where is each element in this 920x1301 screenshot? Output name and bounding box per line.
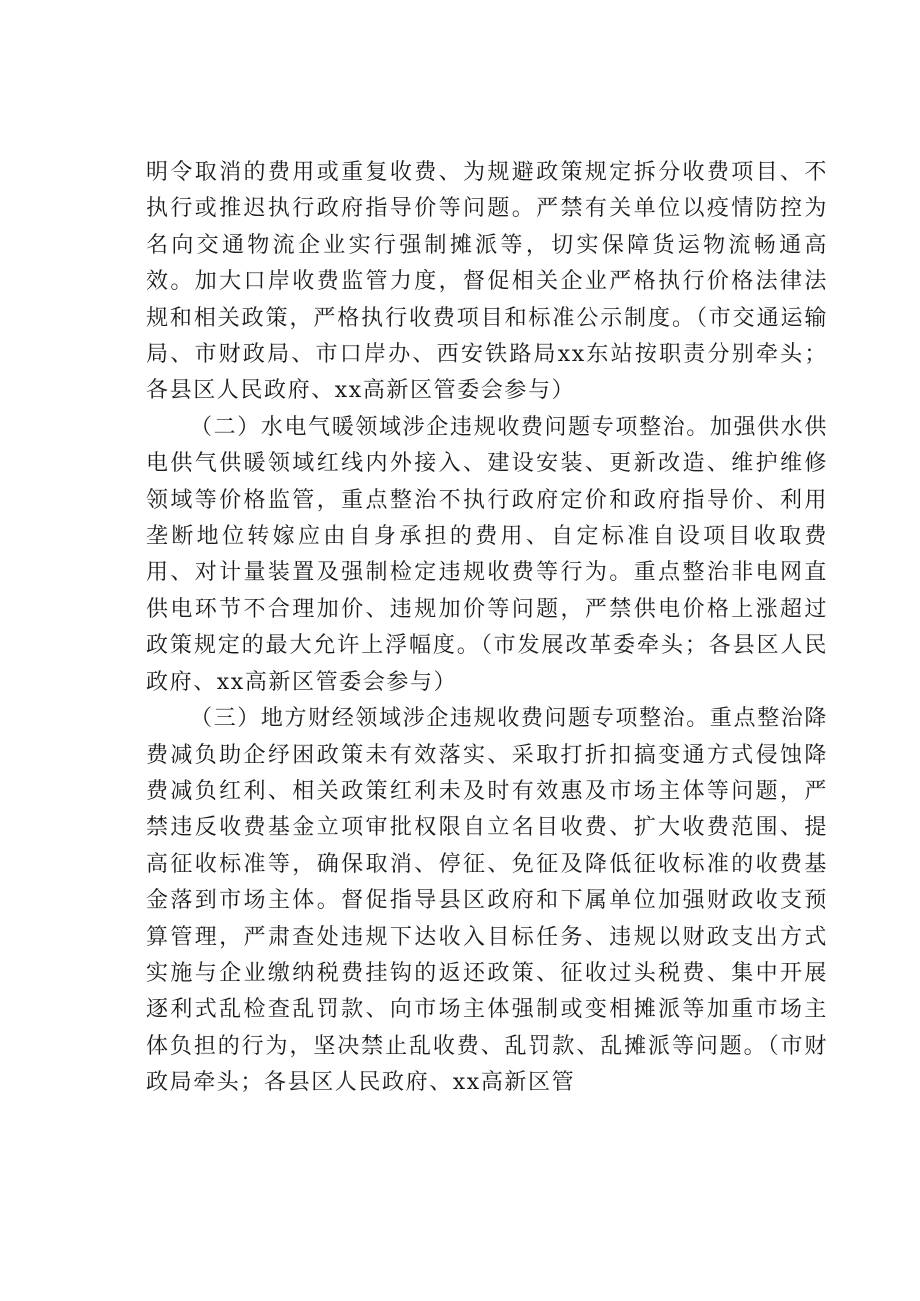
document-page	[146, 155, 828, 1102]
paragraph-1: 明令取消的费用或重复收费、为规避政策规定拆分收费项目、不执行或推迟执行政府指导价等问题。严禁有关单位以疫情防控为名向交通物流企业实行强制摊派等，切实保障货运物流畅通高效。加大口岸收费监管力度，督促相关企业严格执行价格法律法规和相关政策，严格执行收费项目和标准公示制度。（市交通运输局、市财政局、市口岸办、西安铁路局xx东站按职责分别牵头；各县区人民政府、xx高新区管委会参与）	[146, 160, 828, 404]
paragraph-3-local-finance: （三）地方财经领域涉企违规收费问题专项整治。重点整治降费减负助企纾困政策未有效落实、采取打折扣搞变通方式侵蚀降费减负红利、相关政策红利未及时有效惠及市场主体等问题，严禁违反收费基金立项审批权限自立名目收费、扩大收费范围、提高征收标准等，确保取消、停征、免征及降低征收标准的收费基金落到市场主体。督促指导县区政府和下属单位加强财政收支预算管理，严肃查处违规下达收入目标任务、违规以财政支出方式实施与企业缴纳税费挂钩的返还政策、征收过头税费、集中开展逐利式乱检查乱罚款、向市场主体强制或变相摊派等加重市场主体负担的行为，坚决禁止乱收费、乱罚款、乱摊派等问题。（市财政局牵头；各县区人民政府、xx高新区管	[146, 706, 828, 1096]
paragraph-2-water-electricity-gas-heating: （二）水电气暖领域涉企违规收费问题专项整治。加强供水供电供气供暖领域红线内外接入、建设安装、更新改造、维护维修领域等价格监管，重点整治不执行政府定价和政府指导价、利用垄断地位转嫁应由自身承担的费用、自定标准自设项目收取费用、对计量装置及强制检定违规收费等行为。重点整治非电网直供电环节不合理加价、违规加价等问题，严禁供电价格上涨超过政策规定的最大允许上浮幅度。（市发展改革委牵头；各县区人民政府、xx高新区管委会参与）	[146, 414, 828, 695]
